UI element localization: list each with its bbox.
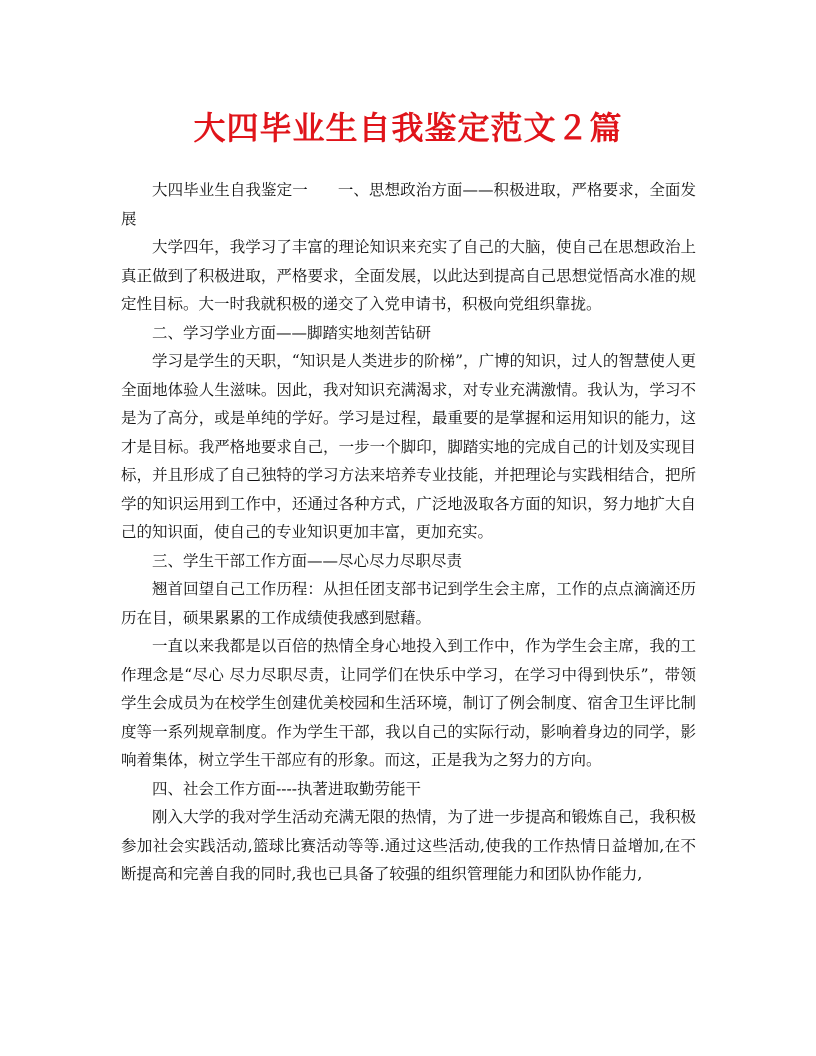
section-heading-1: 大四毕业生自我鉴定一 bbox=[152, 181, 308, 199]
document-title: 大四毕业生自我鉴定范文２篇 bbox=[193, 109, 623, 147]
paragraph-politics: 大学四年，我学习了丰富的理论知识来充实了自己的大脑，使自己在思想政治上真正做到了积极进取，严格要求，全面发展，以此达到提高自己思想觉悟高水准的规定性目标。大一时我就积极的递交了入党申请书，积极向党组织靠拢。 bbox=[121, 238, 696, 313]
paragraph-study: 学习是学生的天职，“知识是人类进步的阶梯”，广博的知识，过人的智慧使人更全面地体验人生滋味。因此，我对知识充满渴求，对专业充满激情。我认为，学习不是为了高分，或是单纯的学好。学习是过程，最重要的是掌握和运用知识的能力，这才是目标。我严格地要求自己，一步一个脚印，脚踏实地的完成自己的计划及实现目标，并且形成了自己独特的学习方法来培养专业技能，并把理论与实践相结合，把所学的知识运用到工作中，还通过各种方式，广泛地汲取各方面的知识，努力地扩大自己的知识面，使自己的专业知识更加丰富，更加充实。 bbox=[121, 352, 696, 541]
paragraph-social: 刚入大学的我对学生活动充满无限的热情，为了进一步提高和锻炼自己，我积极参加社会实践活动,篮球比赛活动等等.通过这些活动,使我的工作热情日益增加,在不断提高和完善自我的同时,我也已具备了较强的组织管理能力和团队协作能力, bbox=[121, 808, 696, 883]
subsection-heading-study: 二、学习学业方面——脚踏实地刻苦钻研 bbox=[152, 323, 432, 342]
paragraph-cadre-1: 翘首回望自己工作历程：从担任团支部书记到学生会主席，工作的点点滴滴还历历在目，硕果累累的工作成绩使我感到慰藉。 bbox=[121, 580, 696, 627]
document-body bbox=[121, 176, 696, 889]
subsection-heading-politics: 一、思想政治方面——积极进取，严格要求，全面发展 bbox=[121, 181, 696, 228]
paragraph-cadre-2: 一直以来我都是以百倍的热情全身心地投入到工作中，作为学生会主席，我的工作理念是“尽心 尽力尽职尽责，让同学们在快乐中学习，在学习中得到快乐”，带领学生会成员为在校学生创建优美校园和生活环境，制订了例会制度、宿舍卫生评比制度等一系列规章制度。作为学生干部，我以自己的实际行动，影响着身边的同学，影响着集体，树立学生干部应有的形象。而这，正是我为之努力的方向。 bbox=[121, 637, 696, 769]
subsection-heading-cadre: 三、学生干部工作方面——尽心尽力尽职尽责 bbox=[152, 551, 463, 570]
subsection-heading-social: 四、社会工作方面----执著进取勤劳能干 bbox=[152, 779, 421, 798]
paragraph-intro bbox=[121, 176, 696, 233]
